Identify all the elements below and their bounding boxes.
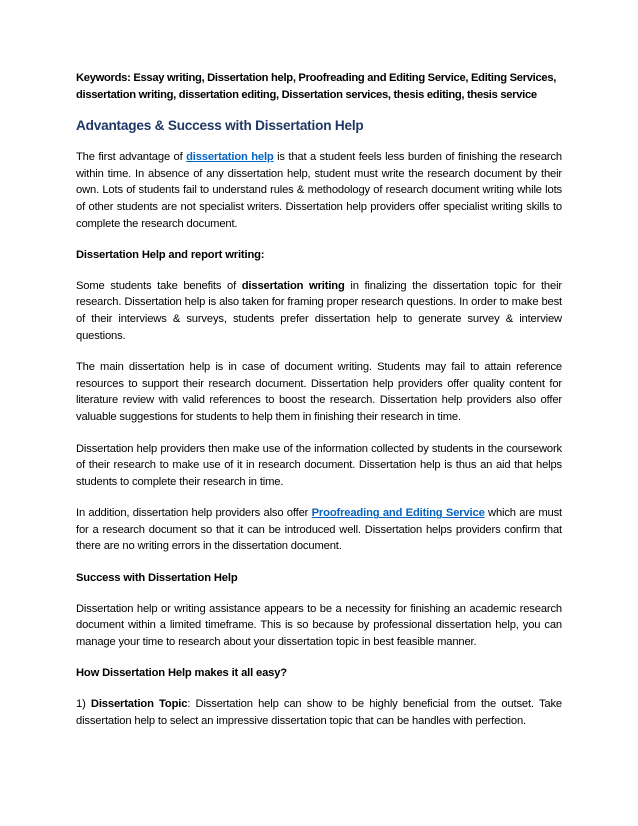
paragraph-providers: Dissertation help providers then make use of the information collected by students in the coursework of their research to make use of it in research document. Dissertation help is thus an aid that helps students to complete their research in time.	[76, 442, 562, 488]
p5-after: which are must for a research document so that it can be introduced well. Dissertation helps providers confirm that there are no writing errors in the dissertation document.	[76, 507, 562, 553]
p1-after: is that a student feels less burden of finishing the research within time. In absence of any dissertation help, student must write the research document by their own. Lots of students fail to understand rules & methodology of research document writing while lots of other students are not specialist writers. Dissertation help providers offer specialist writing skills to complete the research document.	[76, 151, 562, 230]
paragraph-document-writing: The main dissertation help is in case of document writing. Students may fail to attain reference resources to support their research document. Dissertation help providers offer quality content for literature review with valid references to boost the research. Dissertation help providers also offer valuable suggestions for students to help them in finishing their research in time.	[76, 361, 562, 423]
subheading-success: Success with Dissertation Help	[76, 572, 238, 585]
keywords-label: Keywords:	[76, 72, 131, 84]
dissertation-topic-bold: Dissertation Topic	[90, 698, 188, 711]
keywords-text: Essay writing, Dissertation help, Proofreading and Editing Service, Editing Services, dissertation writing, dissertation editing, Dissertation services, thesis editing, thesis service	[76, 72, 557, 101]
p2-before: Some students take benefits of	[76, 279, 242, 292]
subheading-how-easy: How Dissertation Help makes it all easy?	[76, 667, 287, 680]
p5-before: In addition, dissertation help providers also offer	[76, 507, 312, 520]
paragraph-topic	[76, 696, 562, 729]
paragraph-first-advantage	[76, 149, 562, 232]
proofreading-service-link[interactable]: Proofreading and Editing Service	[311, 507, 485, 520]
paragraph-benefits	[76, 278, 562, 344]
page-heading: Advantages & Success with Dissertation Help	[76, 118, 364, 134]
paragraph-proofreading	[76, 505, 562, 555]
p2-after: in finalizing the dissertation topic for their research. Dissertation help is also taken for framing proper research questions. In order to make best of their interviews & surveys, students prefer dissertation help to generate survey & interview questions.	[76, 279, 562, 342]
keywords-paragraph	[76, 70, 562, 103]
p1-before: The first advantage of	[76, 151, 187, 164]
dissertation-help-link[interactable]: dissertation help	[186, 151, 274, 164]
paragraph-success: Dissertation help or writing assistance appears to be a necessity for finishing an academic research document within a limited timeframe. This is so because by professional dissertation help, you can manage your time to research about your dissertation topic in best feasible manner.	[76, 602, 562, 648]
p7-number: 1)	[76, 698, 91, 711]
document-body	[76, 70, 562, 744]
subheading-report-writing: Dissertation Help and report writing:	[76, 249, 265, 262]
dissertation-writing-bold: dissertation writing	[241, 279, 345, 292]
p7-after: : Dissertation help can show to be highly beneficial from the outset. Take dissertation help to select an impressive dissertation topic that can be handles with perfection.	[76, 698, 562, 727]
